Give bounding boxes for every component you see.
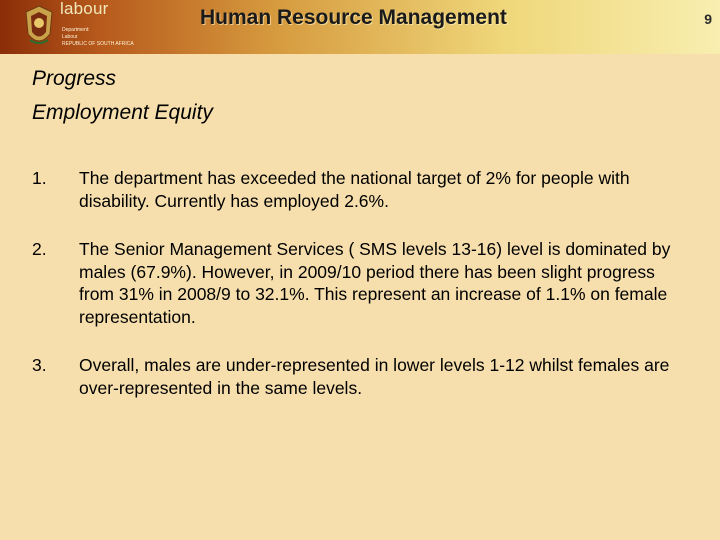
list-item <box>32 354 692 399</box>
labour-logo <box>22 2 144 52</box>
logo-line-3: REPUBLIC OF SOUTH AFRICA <box>62 41 134 47</box>
item-text: The Senior Management Services ( SMS levels 13-16) level is dominated by males (67.9%). However, in 2009/10 period there has been slight progress from 31% in 2008/9 to 32.1%. This represent an increase of 1.1% on female representation. <box>79 239 671 327</box>
item-text: The department has exceeded the national target of 2% for people with disability. Currently has employed 2.6%. <box>79 168 630 211</box>
logo-wordmark: labour <box>60 0 109 18</box>
logo-line-2: Labour <box>62 34 78 40</box>
header-bar <box>0 0 720 54</box>
item-number: 1. <box>32 168 47 188</box>
item-number: 3. <box>32 355 47 375</box>
list-item <box>32 238 692 328</box>
coat-of-arms-icon <box>22 4 56 50</box>
list-item <box>32 167 692 212</box>
item-text: Overall, males are under-represented in lower levels 1-12 whilst females are over-represented in the same levels. <box>79 355 670 398</box>
section-heading-progress: Progress <box>32 67 117 90</box>
section-heading-employment-equity: Employment Equity <box>32 101 213 124</box>
item-number: 2. <box>32 239 47 259</box>
logo-line-1: Department: <box>62 27 90 33</box>
page-number: 9 <box>704 11 712 27</box>
slide-title: Human Resource Management <box>200 6 507 29</box>
bullet-list <box>32 167 692 425</box>
